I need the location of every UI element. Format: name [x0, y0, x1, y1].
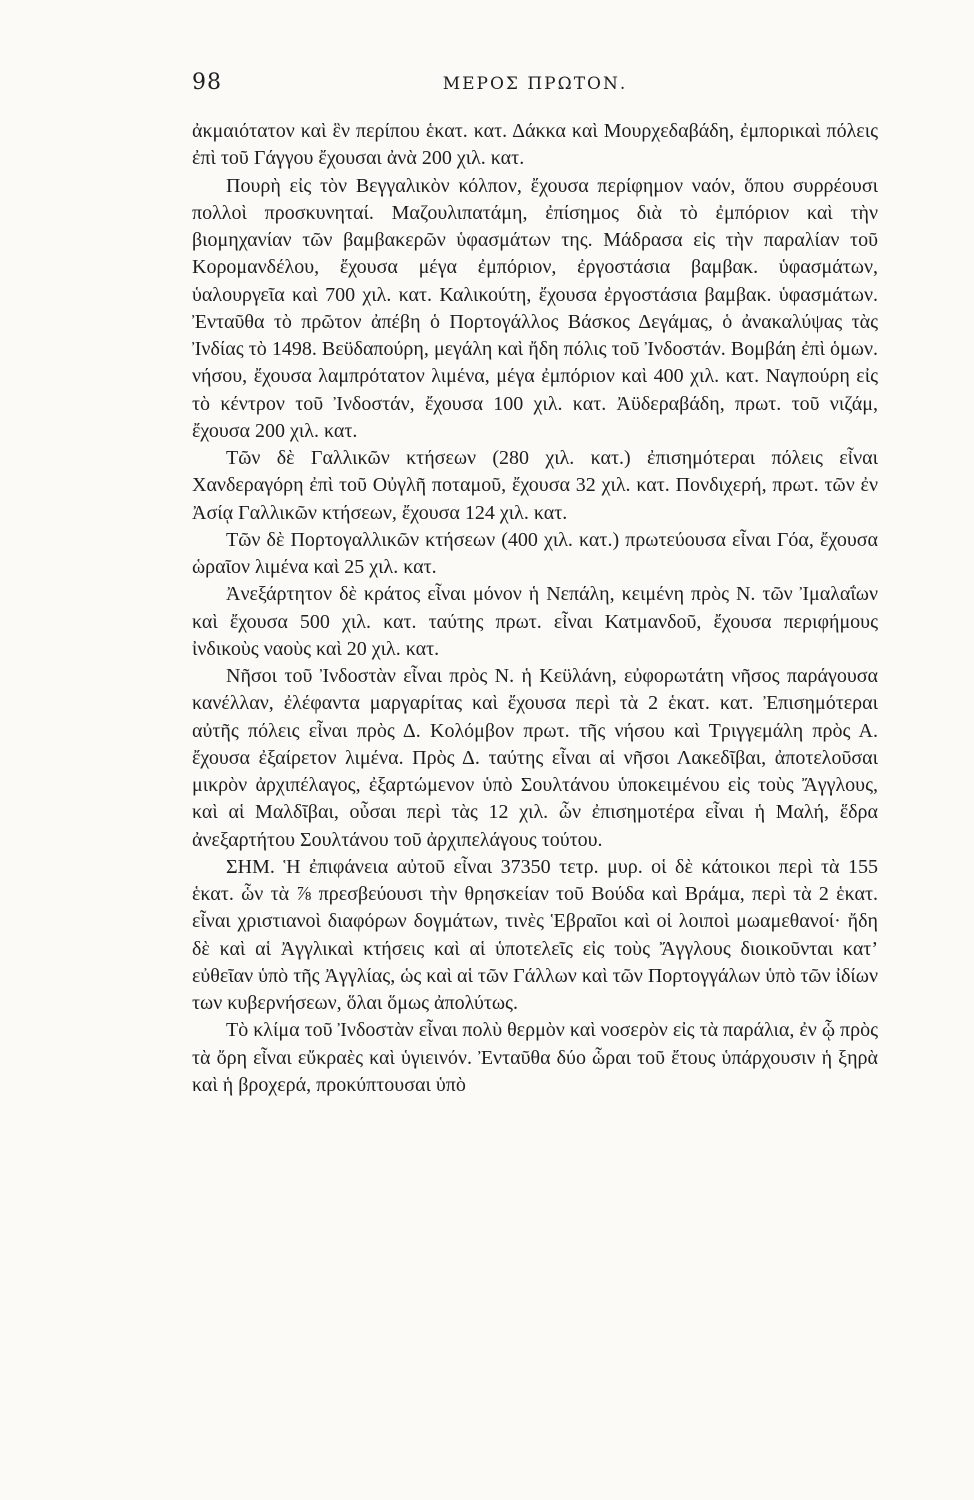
running-title: ΜΕΡΟΣ ΠΡΩΤΟΝ.	[442, 74, 628, 94]
paragraph-french-possessions: Τῶν δὲ Γαλλικῶν κτήσεων (280 χιλ. κατ.) ἐπισημότεραι πόλεις εἶναι Χανδεραγόρη ἐπὶ τοῦ Οὐγλῆ ποταμοῦ, ἔχουσα 32 χιλ. κατ. Πονδιχερή, πρωτ. τῶν ἐν Ἀσίᾳ Γαλλικῶν κτήσεων, ἔχουσα 124 χιλ. κατ.	[192, 447, 878, 524]
page-header	[192, 70, 878, 104]
paragraph-climate: Τὸ κλίμα τοῦ Ἰνδοστὰν εἶναι πολὺ θερμὸν καὶ νοσερὸν εἰς τὰ παράλια, ἐν ᾧ πρὸς τὰ ὄρη εἶναι εὔκραὲς καὶ ὑγιεινόν. Ἐνταῦθα δύο ὧραι τοῦ ἔτους ὑπάρχουσιν ἡ ξηρὰ καὶ ἡ βροχερά, προκύπτουσαι ὑπὸ	[192, 1019, 879, 1096]
paragraph-portuguese-possessions: Τῶν δὲ Πορτογαλλικῶν κτήσεων (400 χιλ. κατ.) πρωτεύουσα εἶναι Γόα, ἔχουσα ὡραῖον λιμένα καὶ 25 χιλ. κατ.	[192, 528, 878, 578]
body-text	[192, 118, 878, 1099]
paragraph-note: ΣΗΜ. Ἡ ἐπιφάνεια αὐτοῦ εἶναι 37350 τετρ. μυρ. οἱ δὲ κάτοικοι περὶ τὰ 155 ἑκατ. ὧν τὰ ⅞ πρεσβεύουσι τὴν θρησκείαν τοῦ Βούδα καὶ Βράμα, περὶ τὰ 2 ἑκατ. εἶναι χριστιανοὶ διαφόρων δογμάτων, τινὲς Ἑβραῖοι καὶ οἱ λοιποὶ μωαμεθανοί· ἤδη δὲ καὶ αἱ Ἀγγλικαὶ κτήσεις καὶ αἱ ὑποτελεῖς εἰς τοὺς Ἄγγλους διοικοῦνται κατ’ εὐθεῖαν ὑπὸ τῆς Ἀγγλίας, ὡς καὶ αἱ τῶν Γάλλων καὶ τῶν Πορτογγάλων ὑπὸ τῶν ἰδίων των κυβερνήσεων, ὅλαι ὅμως ἀπολύτως.	[192, 855, 878, 1014]
paragraph-bengal-cities: Πουρὴ εἰς τὸν Βεγγαλικὸν κόλπον, ἔχουσα περίφημον ναόν, ὅπου συρρέουσι πολλοὶ προσκυνηταί. Μαζουλιπατάμη, ἐπίσημος διὰ τὸ ἐμπόριον καὶ τὴν βιομηχανίαν τῶν βαμβακερῶν ὑφασμάτων της. Μάδρασα εἰς τὴν παραλίαν τοῦ Κορομανδέλου, ἔχουσα μέγα ἐμπόριον, ἐργοστάσια βαμβακ. ὑφασμάτων, ὑαλουργεῖα καὶ 700 χιλ. κατ. Καλικούτη, ἔχουσα ἐργοστάσια βαμβακ. ὑφασμάτων. Ἐνταῦθα τὸ πρῶτον ἀπέβη ὁ Πορτογάλλος Βάσκος Δεγάμας, ὁ ἀνακαλύψας τὰς Ἰνδίας τὸ 1498. Βεϋδαπούρη, μεγάλη καὶ ἤδη πόλις τοῦ Ἰνδοστάν. Βομβάη ἐπὶ ὁμων. νήσου, ἔχουσα λαμπρότατον λιμένα, μέγα ἐμπόριον καὶ 400 χιλ. κατ. Ναγπούρη εἰς τὸ κέντρον τοῦ Ἰνδοστάν, ἔχουσα 100 χιλ. κατ. Ἀϋδεραβάδη, πρωτ. τοῦ νιζάμ, ἔχουσα 200 χιλ. κατ.	[192, 174, 878, 442]
paragraph-islands: Νῆσοι τοῦ Ἰνδοστὰν εἶναι πρὸς Ν. ἡ Κεϋλάνη, εὐφορωτάτη νῆσος παράγουσα κανέλλαν, ἐλέφαντα μαργαρίτας καὶ ἔχουσα περὶ τὰ 2 ἑκατ. κατ. Ἐπισημότεραι αὐτῆς πόλεις εἶναι πρὸς Δ. Κολόμβον πρωτ. τῆς νήσου καὶ Τριγγεμάλη πρὸς Α. ἔχουσα ἐξαίρετον λιμένα. Πρὸς Δ. ταύτης εἶναι αἱ νῆσοι Λακεδῖβαι, ἀποτελοῦσαι μικρὸν ἀρχιπέλαγος, ἐξαρτώμενον ὑπὸ Σουλτάνου ὑποκειμένου εἰς τοὺς Ἄγγλους, καὶ αἱ Μαλδῖβαι, οὖσαι περὶ τὰς 12 χιλ. ὧν ἐπισημοτέρα εἶναι ἡ Μαλή, ἕδρα ἀνεξαρτήτου Σουλτάνου τοῦ ἀρχιπελάγους τούτου.	[192, 665, 878, 851]
paragraph-continuation: ἀκμαιότατον καὶ ἓν περίπου ἑκατ. κατ. Δάκκα καὶ Μουρχεδαβάδη, ἐμπορικαὶ πόλεις ἐπὶ τοῦ Γάγγου ἔχουσαι ἀνὰ 200 χιλ. κατ.	[192, 120, 878, 170]
page-number: 98	[192, 70, 222, 95]
paragraph-nepal: Ἀνεξάρτητον δὲ κράτος εἶναι μόνον ἡ Νεπάλη, κειμένη πρὸς Ν. τῶν Ἰμαλαΐων καὶ ἔχουσα 500 χιλ. κατ. ταύτης πρωτ. εἶναι Κατμανδοῦ, ἔχουσα περιφήμους ἰνδικοὺς ναοὺς καὶ 20 χιλ. κατ.	[192, 583, 878, 660]
